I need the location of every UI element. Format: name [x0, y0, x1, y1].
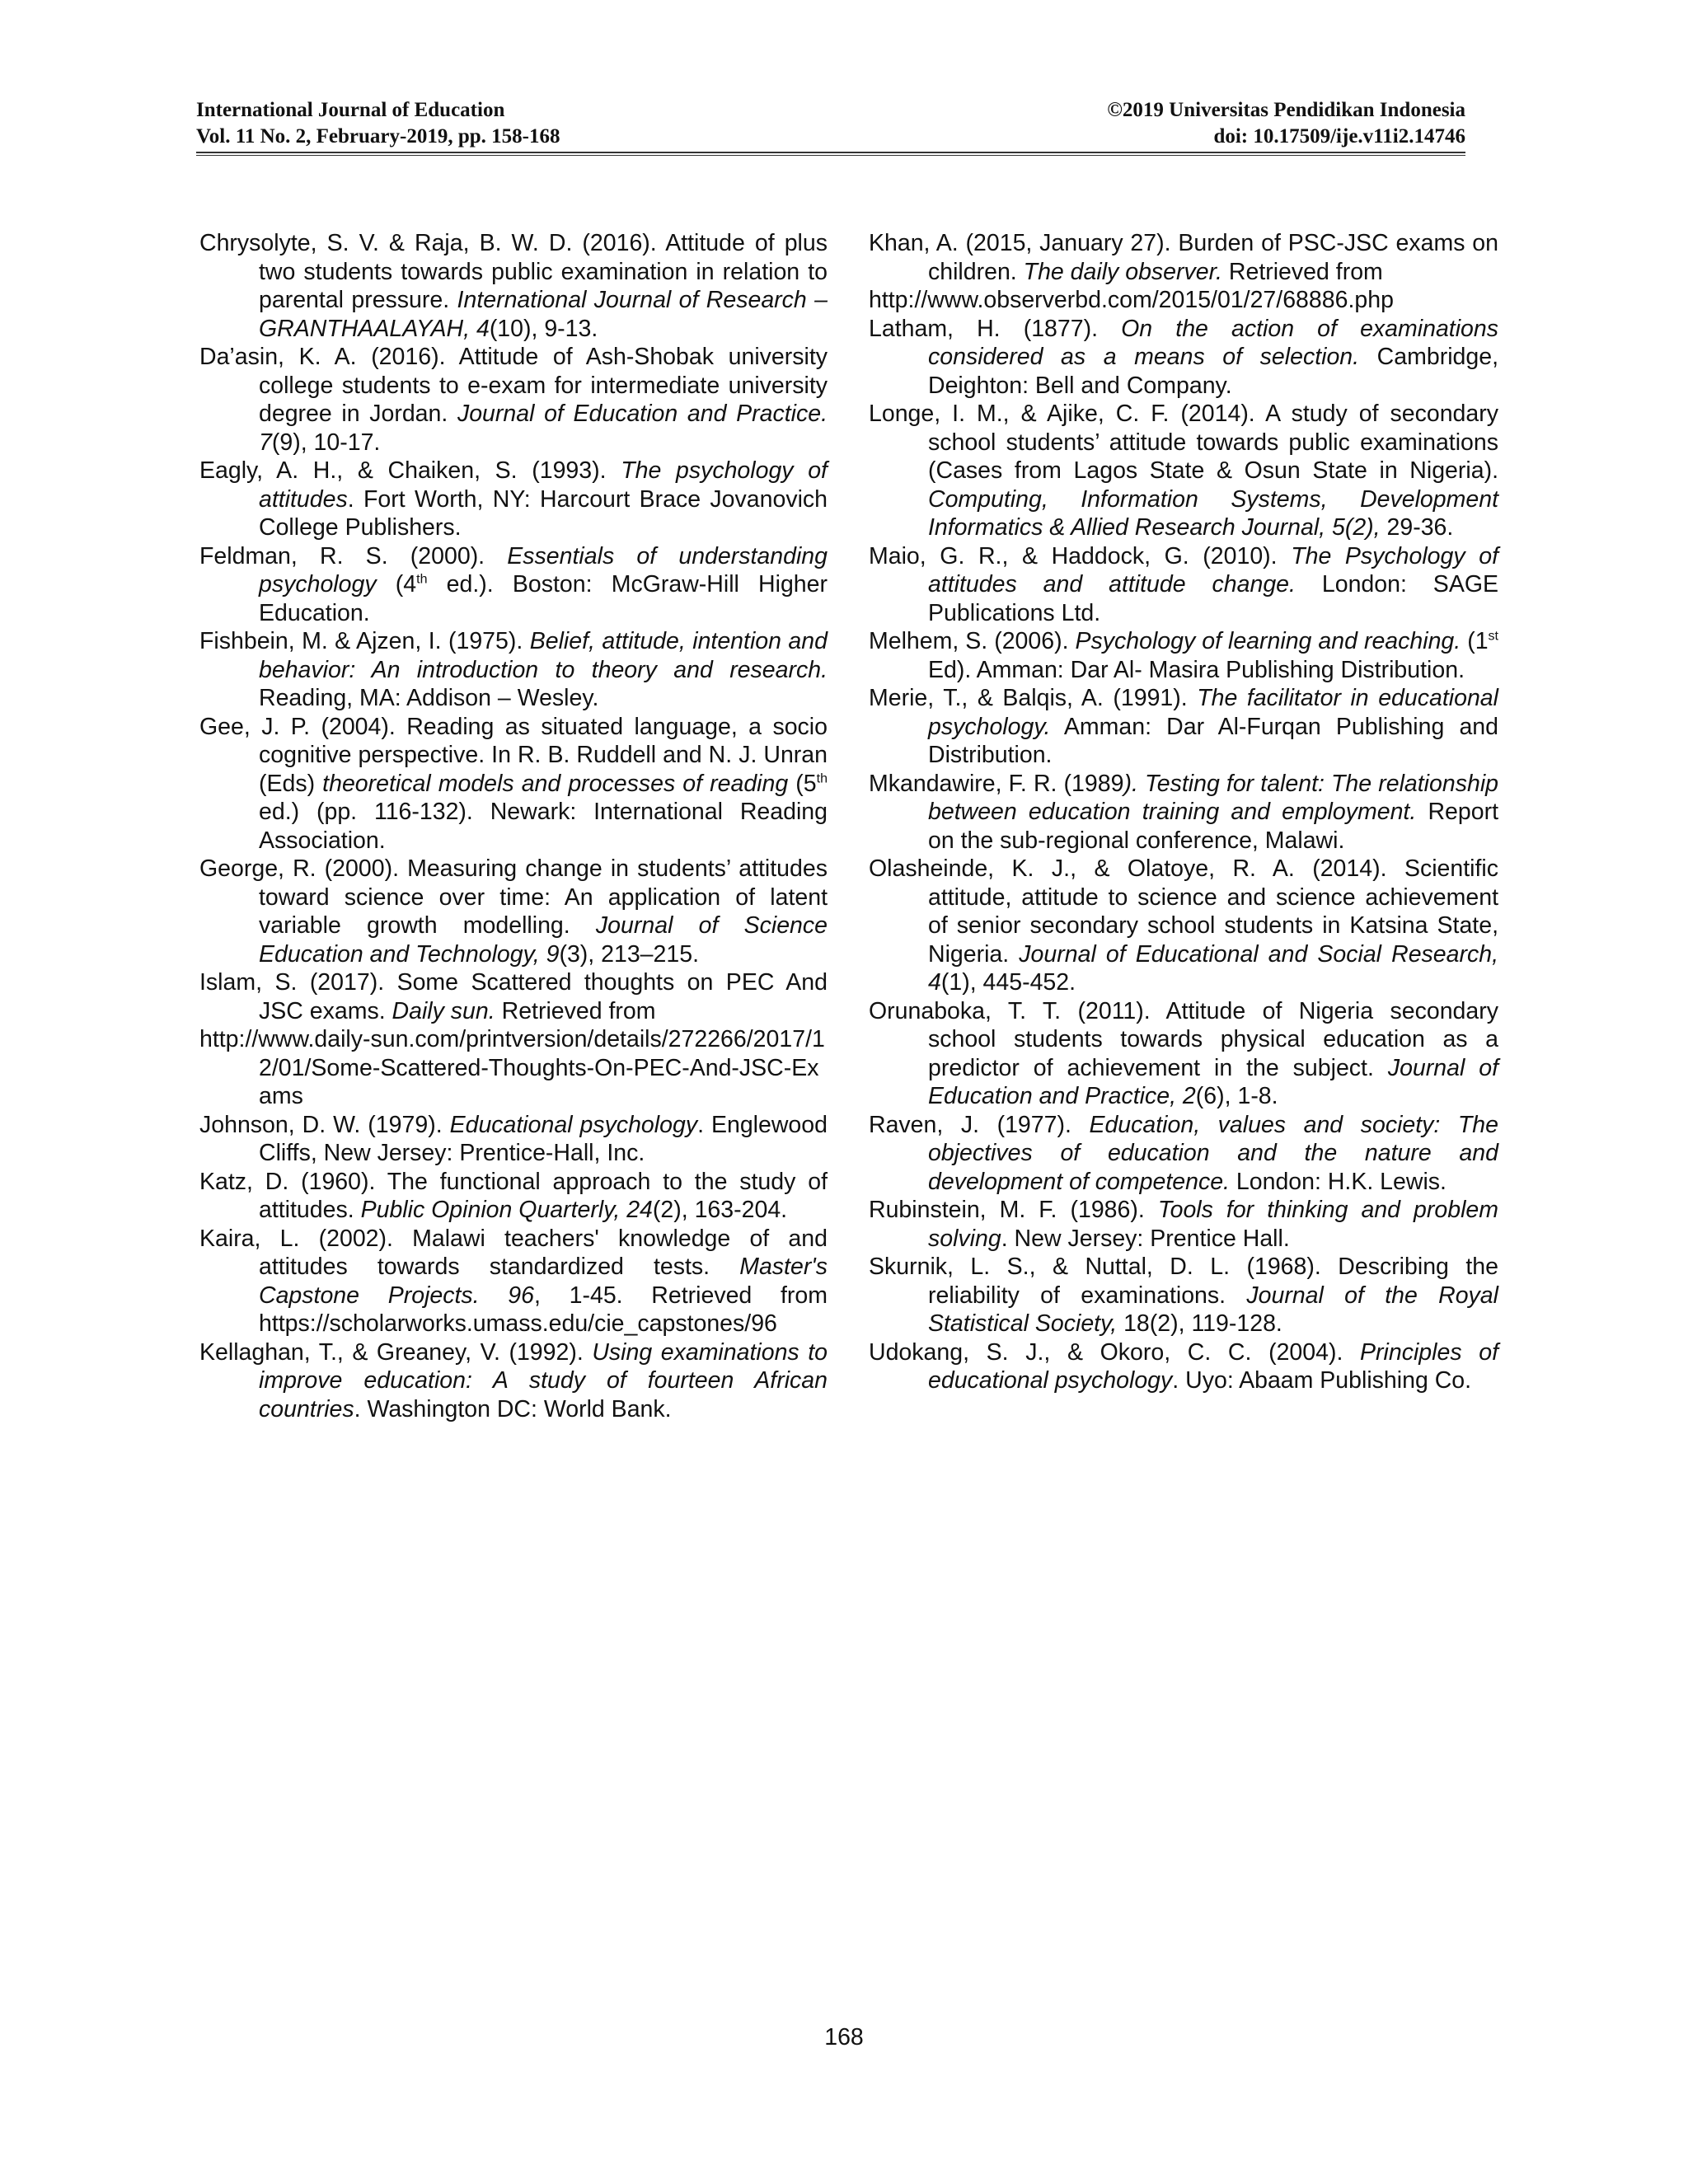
reference-text: Feldman, R. S. (2000). [199, 542, 508, 569]
reference-text: Report on the sub-regional conference, Malawi. [928, 799, 1498, 854]
reference-text: . Washington DC: World Bank. [354, 1395, 672, 1422]
reference-text: (1), 445-452. [940, 969, 1076, 996]
reference-text: Cambridge, Deighton: Bell and Company. [928, 344, 1498, 399]
reference-entry [869, 1111, 1498, 1197]
reference-text: . Uyo: Abaam Publishing Co. [1172, 1367, 1472, 1394]
reference-entry [869, 315, 1498, 401]
reference-text: (1 [1461, 628, 1489, 654]
reference-text: Retrieved from [1221, 258, 1383, 285]
reference-title: Public Opinion Quarterly, 24 [360, 1197, 653, 1223]
reference-text: th [416, 572, 428, 587]
reference-entry [199, 343, 828, 457]
reference-entry [869, 229, 1498, 315]
reference-entry [199, 627, 828, 713]
references-right-column [869, 229, 1498, 1395]
reference-entry [199, 968, 828, 1111]
reference-entry [869, 770, 1498, 855]
reference-text: (3), 213–215. [559, 940, 699, 968]
reference-text: Reading, MA: Addison – Wesley. [259, 685, 599, 711]
reference-text: Maio, G. R., & Haddock, G. (2010). [869, 542, 1292, 569]
reference-title: Essentials of understanding psychology [259, 542, 828, 598]
reference-title: The daily observer. [1023, 258, 1222, 285]
reference-text: London: SAGE Publications Ltd. [928, 571, 1498, 626]
reference-text: George, R. (2000). Measuring change in students’ attitudes toward science over time: An application of latent variable growth modelling. [199, 855, 828, 939]
reference-entry [199, 713, 828, 855]
reference-entry [199, 1111, 828, 1168]
reference-text: Retrieved from [495, 997, 656, 1024]
reference-url[interactable]: http://www.daily-sun.com/printversion/details/272266/2017/12/01/Some-Scattered-Thoughts-On-PEC-And-JSC-Exams [199, 1026, 825, 1109]
reference-title: ). Testing for talent: The relationship between education training and employment. [928, 770, 1498, 825]
references-left-column [199, 229, 828, 1423]
reference-title: The Psychology of attitudes and attitude change. [928, 542, 1499, 598]
reference-entry [869, 684, 1498, 770]
reference-title: The facilitator in educational psychology. [928, 685, 1498, 740]
reference-title: Tools for thinking and problem solving [928, 1197, 1498, 1252]
reference-entry [869, 1196, 1498, 1253]
reference-text: Gee, J. P. (2004). Reading as situated language, a socio cognitive perspective. In R. B. Ruddell and N. J. Unran (Eds) [199, 713, 828, 797]
reference-text: Orunaboka, T. T. (2011). Attitude of Nigeria secondary school students towards physical education as a predictor of achievement in the subject. [869, 997, 1498, 1081]
reference-title: Journal of Educational and Social Research, 4 [928, 940, 1498, 996]
reference-text: Kellaghan, T., & Greaney, V. (1992). [199, 1338, 593, 1366]
reference-text: Islam, S. (2017). Some Scattered thoughts on PEC And JSC exams. [199, 969, 828, 1024]
reference-entry [199, 457, 828, 542]
reference-text: Merie, T., & Balqis, A. (1991). [869, 685, 1198, 711]
reference-text: Chrysolyte, S. V. & Raja, B. W. D. (2016). Attitude of plus two students towards public examination in relation to parental pressure. [199, 230, 828, 313]
journal-name: International Journal of Education [196, 99, 505, 121]
reference-text: 29-36. [1380, 514, 1454, 541]
copyright: ©2019 Universitas Pendidikan Indonesia [1107, 99, 1465, 121]
reference-text: st [1488, 629, 1498, 644]
reference-title: Education, values and society: The objectives of education and the nature and development of competence. [928, 1111, 1498, 1195]
reference-text: (6), 1-8. [1195, 1083, 1278, 1109]
reference-entry [869, 997, 1498, 1111]
reference-text: . New Jersey: Prentice Hall. [1001, 1225, 1290, 1252]
reference-text: Eagly, A. H., & Chaiken, S. (1993). [199, 457, 621, 484]
header-divider-thin [196, 155, 1465, 156]
page-number: 168 [824, 2024, 864, 2050]
reference-entry [199, 1338, 828, 1424]
doi: doi: 10.17509/ije.v11i2.14746 [1213, 125, 1465, 148]
reference-text: Johnson, D. W. (1979). [199, 1111, 450, 1138]
reference-text: 18(2), 119-128. [1117, 1310, 1282, 1337]
reference-entry [869, 542, 1498, 628]
reference-text: Skurnik, L. S., & Nuttal, D. L. (1968). Describing the reliability of examinations. [869, 1254, 1498, 1309]
reference-title: Daily sun. [392, 997, 495, 1024]
reference-text: (4 [376, 571, 417, 598]
reference-text: (5 [788, 770, 817, 797]
running-header [196, 97, 1465, 150]
reference-title: Psychology of learning and reaching. [1075, 628, 1461, 654]
reference-url[interactable]: http://www.observerbd.com/2015/01/27/68886.php [869, 287, 1394, 313]
reference-entry [199, 1225, 828, 1338]
reference-title: Using examinations to improve education: A study of fourteen African countries [259, 1338, 828, 1422]
reference-title: Principles of educational psychology [928, 1338, 1499, 1394]
reference-text: Longe, I. M., & Ajike, C. F. (2014). A study of secondary school students’ attitude towards public examinations (Cases from Lagos State & Osun State in Nigeria). [869, 401, 1498, 484]
reference-title: Belief, attitude, intention and behavior: An introduction to theory and research. [259, 628, 828, 683]
reference-text: Katz, D. (1960). The functional approach to the study of attitudes. [199, 1168, 828, 1223]
reference-title: The psychology of attitudes [259, 457, 828, 513]
reference-entry [869, 627, 1498, 684]
reference-text: Da’asin, K. A. (2016). Attitude of Ash-Shobak university college students to e-exam for intermediate university degree in Jordan. [199, 344, 828, 427]
reference-text: Udokang, S. J., & Okoro, C. C. (2004). [869, 1338, 1361, 1366]
reference-entry [199, 542, 828, 628]
reference-title: theoretical models and processes of reading [322, 770, 789, 797]
reference-text: Fishbein, M. & Ajzen, I. (1975). [199, 628, 530, 654]
reference-title: Journal of the Royal Statistical Society, [928, 1282, 1498, 1337]
reference-entry [199, 855, 828, 968]
volume-info: Vol. 11 No. 2, February-2019, pp. 158-168 [196, 125, 560, 148]
reference-text: th [816, 771, 828, 785]
reference-text: ed.). Boston: McGraw-Hill Higher Education. [259, 571, 828, 626]
reference-title: Journal of Education and Practice. 7 [259, 401, 828, 456]
reference-text: Amman: Dar Al-Furqan Publishing and Distribution. [928, 713, 1498, 768]
reference-entry [869, 400, 1498, 542]
reference-entry [869, 855, 1498, 997]
reference-entry [199, 229, 828, 343]
reference-text: Raven, J. (1977). [869, 1111, 1090, 1138]
reference-title: Educational psychology [449, 1111, 698, 1138]
reference-text: London: H.K. Lewis. [1229, 1168, 1447, 1195]
reference-title: Journal of Science Education and Technology, 9 [259, 912, 828, 968]
reference-entry [869, 1253, 1498, 1338]
reference-text: Olasheinde, K. J., & Olatoye, R. A. (2014). Scientific attitude, attitude to science and science achievement of senior secondary school students in Katsina State, Nigeria. [869, 855, 1498, 968]
reference-entry [869, 1338, 1498, 1395]
reference-text: (2), 163-204. [652, 1197, 788, 1223]
reference-text: Khan, A. (2015, January 27). Burden of PSC-JSC exams on children. [869, 230, 1498, 285]
reference-text: , 1-45. Retrieved from https://scholarworks.umass.edu/cie_capstones/96 [259, 1282, 828, 1337]
reference-text: Mkandawire, F. R. (1989 [869, 770, 1124, 797]
reference-text: (9), 10-17. [271, 429, 381, 456]
reference-title: On the action of examinations considered as a means of selection. [928, 315, 1498, 370]
reference-text: Kaira, L. (2002). Malawi teachers' knowledge of and attitudes towards standardized tests. [199, 1225, 828, 1280]
reference-text: (10), 9-13. [489, 315, 598, 342]
reference-title: Journal of Education and Practice, 2 [928, 1054, 1498, 1109]
reference-entry [199, 1168, 828, 1225]
reference-text: Rubinstein, M. F. (1986). [869, 1197, 1158, 1223]
header-divider [196, 152, 1465, 153]
reference-text: Melhem, S. (2006). [869, 628, 1076, 654]
reference-text: . Englewood Cliffs, New Jersey: Prentice-Hall, Inc. [259, 1111, 828, 1166]
reference-text: ed.) (pp. 116-132). Newark: International Reading Association. [259, 799, 828, 854]
reference-text: Ed). Amman: Dar Al- Masira Publishing Distribution. [928, 656, 1465, 683]
reference-title: Master's Capstone Projects. 96 [259, 1254, 828, 1309]
reference-text: Latham, H. (1877). [869, 315, 1122, 342]
reference-title: Computing, Information Systems, Development Informatics & Allied Research Journal, 5(2), [928, 485, 1498, 541]
reference-title: International Journal of Research –GRANTHAALAYAH, 4 [259, 287, 828, 342]
reference-text: . Fort Worth, NY: Harcourt Brace Jovanovich College Publishers. [259, 485, 828, 541]
